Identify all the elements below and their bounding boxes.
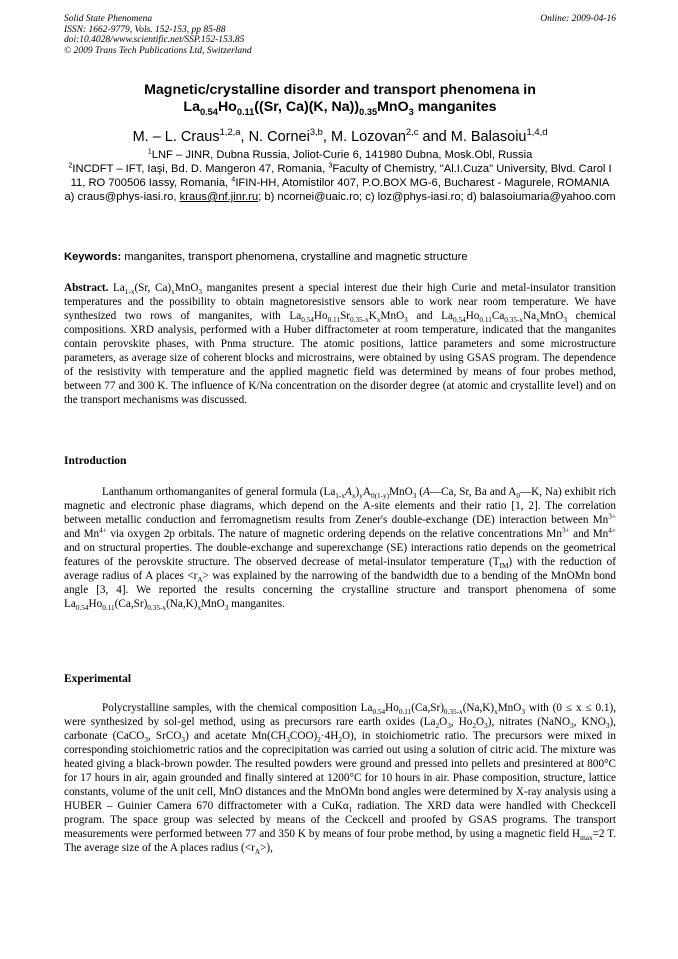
- affiliation-1: $^1$LNF – JINR, Dubna Russia, Joliot-Curie 6, 141980 Dubna, Mosk.Obl, Russia: [147, 146, 533, 161]
- affiliations: [64, 148, 616, 204]
- introduction-paragraph: [64, 486, 616, 612]
- author-list: M. – L. Craus$^{1,2,a}$, N. Cornei$^{3,b}$, M. Lozovan$^{2,c}$ and M. Balasoiu$^{1,4,d}$: [132, 126, 548, 145]
- title-line-1: Magnetic/crystalline disorder and transport phenomena in: [144, 82, 536, 98]
- journal-issn: ISSN: 1662-9779, Vols. 152-153, pp 85-88: [64, 24, 226, 35]
- title-line-2-text: $La_{0.54}Ho_{0.11}((Sr$, Ca)(K, $Na))_{0.35}MnO_3$ manganites: [183, 99, 497, 117]
- abstract-label: Abstract.: [64, 282, 109, 294]
- experimental-text: Polycrystalline samples, with the chemical composition $La_{0.54}Ho_{0.11}(Ca,Sr)_{0.35-x}(Na,K)_xMnO_3$ with (0 ≤ x ≤ 0.1), were synthesized by sol-gel method, using as precursors rare earth oxides ($La_2O_3$, $Ho_2O_3$), nitrates (NaNO$_3$, $KNO_3$), carbonate (CaCO$_3$, SrCO$_3$) and acetate $Mn(CH_3COO)_2\cdot 4H_2O$), in stoichiometric ratio. The precursors were mixed in corresponding stoichiometric ratios and the coprecipitation was carried out using a solution of citric acid. The mixture was heated giving a black-brown powder. The resulted powders were ground and pressed into pellets and presintered at 800°C for 17 hours in air, again grounded and finally sintered at 1200°C for 10 hours in air. Phase composition, structure, lattice constants, volume of the unit cell, MnO distances and the MnOMn bond angles were determined by X-ray analysis using a HUBER – Guinier Camera 670 diffractometer with a CuKα$_1$ radiation. The XRD data were handled with Checkcell program. The space group was selected by means of the Ceckcell and proofed by GSAS programs. The transport measurements were performed between 77 and 350 K by means of four probe method, by using a magnetic field $H_{max}=2$ T. The average size of the A places radius $(<r_A>)$,: [64, 702, 617, 856]
- keywords-line: [64, 250, 616, 264]
- online-date: Online: 2009-04-16: [540, 14, 616, 24]
- abstract-text: $La_{1-x}(Sr$, $Ca)_xMnO_3$ manganites present a special interest due their high Curie and metal-insulator transition temperatures and the possibility to obtain magnetoresistive sensors able to work near room temperature. We have synthesized two rows of manganites, with $La_{0.54}Ho_{0.11}Sr_{0.35-x}K_xMnO_3$ and $La_{0.54}Ho_{0.11}Ca_{0.35-x}Na_xMnO_3$ chemical compositions. XRD analysis, performed with a Huber diffractometer at room temperature, indicated that the manganites contain perovskite phases, with Pnma structure. The atomic positions, lattice parameters and some microstructure parameters, as average size of coherent blocks and microstrains, were obtained by using GSAS program. The dependence of the resistivity with temperature and the applied magnetic field was determined by means of four probes method, between 77 and 300 K. The influence of K/Na concentration on the disorder degree (at atomic and crystallite level) and on the transport mechanisms was discussed.: [64, 282, 617, 406]
- introduction-text: Lanthanum orthomanganites of general formula $(La_{1-x}A_x)_yA_{0(1-y)}MnO_3$ (A—Ca, Sr, Ba and $A_0—K$, Na) exhibit rich magnetic and electronic phase diagrams, which depend on the A-site elements and their ratio [1, 2]. The correlation between metallic conduction and ferromagnetism results from Zener's double-exchange (DE) interaction between $Mn^{3+}$ and $Mn^{4+}$ via oxygen 2p orbitals. The nature of magnetic ordering depends on the relative concentrations $Mn^{3+}$ and $Mn^{4+}$ and on structural properties. The double-exchange and superexchange (SE) interactions ratio depends on the geometrical features of the perovskite structure. The observed decrease of metal-insulator temperature $(T_{IM})$ with the reduction of average radius of A places $<r_A>$ was explained by the narrowing of the bandwidth due to a bending of the MnOMn bond angle [3, 4]. We reported the results concerning the crystalline structure and transport phenomena of some $La_{0.54}Ho_{0.11}(Ca,Sr)_{0.35-x}(Na,K)_xMnO_3$ manganites.: [64, 486, 617, 612]
- title-line-2: [64, 99, 616, 116]
- introduction-heading: Introduction: [64, 455, 127, 467]
- keywords-text: manganites, transport phenomena, crystalline and magnetic structure: [124, 251, 468, 263]
- journal-name: Solid State Phenomena: [64, 14, 153, 24]
- journal-doi: doi:10.4028/www.scientific.net/SSP.152-153.85: [64, 35, 245, 45]
- experimental-heading: Experimental: [64, 673, 132, 685]
- paper-title: [64, 82, 616, 116]
- keywords-label: Keywords:: [64, 251, 122, 263]
- author-emails: a) craus@phys-iasi.ro, kraus@nf.jinr.ru; b) ncornei@uaic.ro; c) loz@phys-iasi.ro; d) balasoiumaria@yahoo.com: [64, 191, 616, 203]
- abstract-paragraph: [64, 282, 616, 408]
- journal-header: [64, 14, 616, 56]
- affiliation-2: $^2$INCDFT – IFT, Iaşi, Bd. D. Mangeron 47, Romania, $^3$Faculty of Chemistry, "Al.I.Cuza" University, Blvd. Carol I 11, RO 700506 Iassy, Romania, $^4$IFIN-HH, Atomistilor 407, P.O.BOX MG-6, Bucharest - Magurele, ROMANIA: [68, 160, 612, 189]
- journal-copyright: © 2009 Trans Tech Publications Ltd, Switzerland: [64, 45, 252, 56]
- experimental-paragraph: [64, 702, 616, 855]
